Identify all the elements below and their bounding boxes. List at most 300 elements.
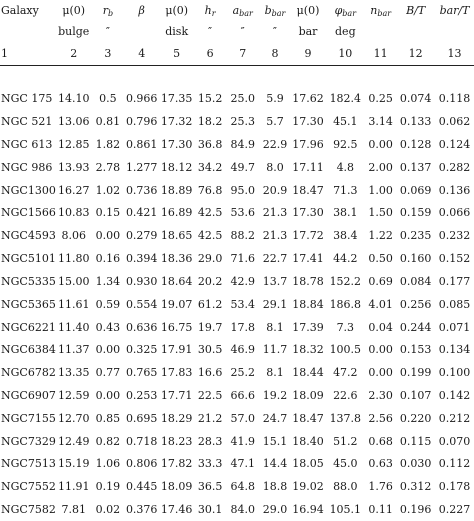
table-cell: 30.1 <box>197 503 223 517</box>
header-symbol-5 <box>159 0 194 22</box>
table-cell: 17.82 <box>160 457 193 471</box>
table-cell: 4.8 <box>336 160 355 174</box>
header-symbol-text: B/T <box>406 4 426 17</box>
table-cell: 92.5 <box>333 138 358 152</box>
table-cell: 15.19 <box>57 457 90 471</box>
table-cell: 18.84 <box>292 297 324 311</box>
table-cell: 8.0 <box>266 160 284 174</box>
table-cell: 22.5 <box>197 388 223 402</box>
table-cell: 0.220 <box>399 411 432 425</box>
table-cell: 64.8 <box>230 480 255 494</box>
table-cell: 17.35 <box>160 92 193 106</box>
table-cell: 7.81 <box>61 503 86 517</box>
table-cell: 0.133 <box>399 115 432 129</box>
table-cell: 38.4 <box>333 229 358 243</box>
galaxy-name-cell: NGC7155 <box>1 411 56 425</box>
header-column-number-10: 10 <box>338 46 353 60</box>
table-cell: 36.8 <box>197 138 223 152</box>
table-cell: 0.070 <box>438 434 471 448</box>
table-cell: 30.5 <box>197 343 223 357</box>
table-cell: 5.7 <box>266 115 284 129</box>
table-cell: 0.00 <box>95 388 121 402</box>
galaxy-name-cell: NGC6907 <box>1 388 56 402</box>
table-cell: 0.124 <box>438 138 471 152</box>
table-cell: 12.59 <box>57 388 90 402</box>
table-cell: 29.0 <box>262 503 288 517</box>
header-symbol-text: bar/T <box>439 4 470 17</box>
table-cell: 0.153 <box>399 343 432 357</box>
table-cell: 4.01 <box>368 297 393 311</box>
table-cell: 18.47 <box>292 411 324 425</box>
header-symbol-13 <box>435 0 474 22</box>
header-symbol-8 <box>259 0 290 22</box>
header-symbol-subscript: r <box>211 9 216 18</box>
header-symbol-text: μ(0) <box>165 4 189 17</box>
table-cell: 11.80 <box>57 252 90 266</box>
galaxy-name-cell: NGC5365 <box>1 297 56 311</box>
table-row <box>0 111 474 134</box>
table-cell: 38.1 <box>333 206 358 220</box>
header-symbol-text: φ <box>334 4 343 17</box>
table-cell: 18.64 <box>160 274 193 288</box>
galaxy-name-cell: NGC 613 <box>1 138 53 152</box>
table-cell: 186.8 <box>329 297 362 311</box>
table-cell: 0.00 <box>95 343 121 357</box>
table-cell: 2.00 <box>368 160 393 174</box>
table-cell: 15.1 <box>262 434 288 448</box>
table-cell: 0.256 <box>399 297 432 311</box>
table-cell: 0.43 <box>95 320 121 334</box>
table-cell: 0.253 <box>125 388 158 402</box>
table-cell: 47.2 <box>333 366 358 380</box>
table-cell: 100.5 <box>329 343 362 357</box>
table-cell: 11.7 <box>262 343 288 357</box>
header-column-number-13: 13 <box>447 46 462 60</box>
table-cell: 44.2 <box>333 252 358 266</box>
galaxy-name-cell: NGC7552 <box>1 480 56 494</box>
table-cell: 25.3 <box>230 115 255 129</box>
table-cell: 0.062 <box>438 115 471 129</box>
header-column-number-row <box>0 42 474 66</box>
table-cell: 0.312 <box>399 480 432 494</box>
header-symbol-text: Galaxy <box>1 4 39 17</box>
header-unit-4 <box>124 22 159 42</box>
galaxy-name-cell: NGC6221 <box>1 320 56 334</box>
table-cell: 18.36 <box>160 252 193 266</box>
table-cell: 17.62 <box>292 92 324 106</box>
table-cell: 0.325 <box>125 343 158 357</box>
header-symbol-7 <box>226 0 259 22</box>
table-cell: 1.76 <box>368 480 393 494</box>
table-cell: 18.09 <box>160 480 193 494</box>
table-cell: 18.2 <box>197 115 223 129</box>
header-symbol-10 <box>326 0 366 22</box>
table-cell: 0.030 <box>399 457 432 471</box>
table-cell: 18.40 <box>292 434 324 448</box>
table-cell: 0.02 <box>95 503 121 517</box>
table-cell: 0.394 <box>125 252 158 266</box>
table-cell: 0.421 <box>125 206 158 220</box>
table-cell: 0.68 <box>368 434 393 448</box>
galaxy-name-cell: NGC7329 <box>1 434 56 448</box>
table-cell: 71.6 <box>230 252 255 266</box>
table-cell: 17.30 <box>160 138 193 152</box>
header-symbol-text: r <box>102 4 108 17</box>
table-cell: 53.6 <box>230 206 255 220</box>
header-symbol-11 <box>365 0 396 22</box>
table-cell: 8.1 <box>266 320 284 334</box>
table-cell: 33.3 <box>197 457 223 471</box>
table-cell: 16.94 <box>292 503 324 517</box>
table-cell: 88.0 <box>333 480 358 494</box>
table-row <box>0 156 474 179</box>
header-symbol-2 <box>56 0 92 22</box>
table-cell: 0.04 <box>368 320 393 334</box>
table-cell: 0.137 <box>399 160 432 174</box>
header-symbol-text: β <box>138 4 145 17</box>
table-cell: 13.06 <box>57 115 90 129</box>
table-row <box>0 271 474 294</box>
table-cell: 0.50 <box>368 252 393 266</box>
header-symbol-row <box>0 0 474 22</box>
table-cell: 18.65 <box>160 229 193 243</box>
table-cell: 16.89 <box>160 206 193 220</box>
table-cell: 61.2 <box>197 297 223 311</box>
header-unit-row <box>0 22 474 42</box>
table-cell: 34.2 <box>197 160 223 174</box>
table-cell: 19.7 <box>197 320 223 334</box>
table-cell: 0.235 <box>399 229 432 243</box>
header-column-number-9: 9 <box>304 46 312 60</box>
table-cell: 18.23 <box>160 434 193 448</box>
table-cell: 182.4 <box>329 92 362 106</box>
header-unit-1 <box>0 22 56 42</box>
table-cell: 21.3 <box>262 229 288 243</box>
galaxy-name-cell: NGC 521 <box>1 115 53 129</box>
table-cell: 0.160 <box>399 252 432 266</box>
table-cell: 41.9 <box>230 434 255 448</box>
table-cell: 13.93 <box>57 160 90 174</box>
table-cell: 0.159 <box>399 206 432 220</box>
table-row <box>0 248 474 271</box>
table-cell: 17.30 <box>292 206 324 220</box>
table-cell: 29.1 <box>262 297 288 311</box>
header-symbol-text: b <box>264 4 272 17</box>
table-row <box>0 476 474 499</box>
table-cell: 16.6 <box>197 366 223 380</box>
table-cell: 22.6 <box>333 388 358 402</box>
table-cell: 1.50 <box>368 206 393 220</box>
table-cell: 66.6 <box>230 388 255 402</box>
galaxy-name-cell: NGC7582 <box>1 503 56 517</box>
table-row <box>0 293 474 316</box>
table-cell: 29.0 <box>197 252 223 266</box>
table-cell: 12.70 <box>57 411 90 425</box>
table-row <box>0 339 474 362</box>
table-cell: 0.069 <box>399 183 432 197</box>
table-cell: 0.69 <box>368 274 393 288</box>
table-cell: 25.2 <box>230 366 255 380</box>
table-cell: 0.554 <box>125 297 158 311</box>
table-cell: 25.0 <box>230 92 255 106</box>
table-cell: 21.2 <box>197 411 223 425</box>
table-cell: 18.89 <box>160 183 193 197</box>
table-cell: 0.736 <box>125 183 158 197</box>
table-cell: 17.46 <box>160 503 193 517</box>
table-cell: 13.7 <box>262 274 288 288</box>
table-cell: 84.9 <box>230 138 255 152</box>
table-cell: 17.96 <box>292 138 324 152</box>
table-row <box>0 225 474 248</box>
table-cell: 12.49 <box>57 434 90 448</box>
header-symbol-subscript: b <box>107 9 114 18</box>
table-cell: 1.277 <box>125 160 158 174</box>
table-cell: 0.282 <box>438 160 471 174</box>
table-cell: 2.78 <box>95 160 121 174</box>
table-cell: 0.085 <box>438 297 471 311</box>
table-cell: 0.066 <box>438 206 471 220</box>
header-symbol-subscript: bar <box>377 9 392 18</box>
table-cell: 1.00 <box>368 183 393 197</box>
table-cell: 8.1 <box>266 366 284 380</box>
table-cell: 12.85 <box>57 138 90 152</box>
table-cell: 51.2 <box>333 434 358 448</box>
header-symbol-text: μ(0) <box>62 4 86 17</box>
table-cell: 11.40 <box>57 320 90 334</box>
table-cell: 137.8 <box>329 411 362 425</box>
table-cell: 19.2 <box>262 388 288 402</box>
galaxy-name-cell: NGC7513 <box>1 457 56 471</box>
table-cell: 0.15 <box>95 206 121 220</box>
table-cell: 21.3 <box>262 206 288 220</box>
table-row <box>0 134 474 157</box>
header-symbol-subscript: bar <box>239 9 253 18</box>
table-cell: 0.199 <box>399 366 432 380</box>
table-cell: 3.14 <box>368 115 393 129</box>
table-cell: 17.91 <box>160 343 193 357</box>
table-cell: 0.966 <box>125 92 158 106</box>
table-cell: 0.084 <box>399 274 432 288</box>
table-cell: 2.56 <box>368 411 393 425</box>
table-cell: 14.4 <box>262 457 288 471</box>
header-symbol-subscript: bar <box>271 9 286 18</box>
table-cell: 20.2 <box>197 274 223 288</box>
table-row <box>0 362 474 385</box>
galaxy-name-cell: NGC6384 <box>1 343 56 357</box>
table-cell: 1.02 <box>95 183 121 197</box>
table-cell: 18.47 <box>292 183 324 197</box>
table-cell: 19.02 <box>292 480 324 494</box>
table-cell: 17.30 <box>292 115 324 129</box>
table-cell: 0.00 <box>95 229 121 243</box>
table-cell: 15.2 <box>197 92 223 106</box>
table-cell: 0.107 <box>399 388 432 402</box>
header-column-number-4: 4 <box>138 46 146 60</box>
header-column-number-3: 3 <box>104 46 112 60</box>
table-cell: 14.10 <box>57 92 90 106</box>
table-cell: 95.0 <box>230 183 255 197</box>
header-unit-2: bulge <box>58 25 90 38</box>
table-cell: 18.32 <box>292 343 324 357</box>
table-cell: 0.212 <box>438 411 471 425</box>
table-cell: 0.63 <box>368 457 393 471</box>
header-unit-8: ″ <box>272 25 278 38</box>
table-cell: 53.4 <box>230 297 255 311</box>
table-cell: 17.71 <box>160 388 193 402</box>
table-cell: 19.07 <box>160 297 193 311</box>
header-gap <box>0 66 474 88</box>
table-cell: 0.177 <box>438 274 471 288</box>
table-cell: 18.09 <box>292 388 324 402</box>
table-cell: 16.27 <box>57 183 90 197</box>
header-column-number-5: 5 <box>173 46 181 60</box>
table-cell: 2.30 <box>368 388 393 402</box>
table-cell: 0.152 <box>438 252 471 266</box>
table-cell: 46.9 <box>230 343 255 357</box>
table-cell: 15.00 <box>57 274 90 288</box>
table-cell: 88.2 <box>230 229 255 243</box>
table-cell: 0.00 <box>368 138 393 152</box>
galaxy-name-cell: NGC1300 <box>1 183 56 197</box>
table-cell: 0.806 <box>125 457 158 471</box>
table-cell: 0.5 <box>99 92 117 106</box>
header-unit-10: deg <box>335 25 356 38</box>
table-cell: 24.7 <box>262 411 288 425</box>
table-cell: 42.9 <box>230 274 255 288</box>
header-column-number-1: 1 <box>1 46 8 60</box>
header-unit-3: ″ <box>105 25 110 38</box>
table-cell: 13.35 <box>57 366 90 380</box>
table-row <box>0 499 474 521</box>
table-cell: 17.11 <box>292 160 324 174</box>
header-column-number-7: 7 <box>239 46 247 60</box>
table-cell: 0.85 <box>95 411 121 425</box>
table-cell: 47.1 <box>230 457 255 471</box>
table-cell: 0.115 <box>399 434 432 448</box>
table-cell: 1.06 <box>95 457 121 471</box>
table-cell: 42.5 <box>197 229 223 243</box>
table-cell: 0.128 <box>399 138 432 152</box>
header-unit-12 <box>396 22 435 42</box>
table-cell: 0.00 <box>368 366 393 380</box>
header-column-number-6: 6 <box>206 46 214 60</box>
table-cell: 45.0 <box>333 457 358 471</box>
table-cell: 0.82 <box>95 434 121 448</box>
table-cell: 8.06 <box>61 229 86 243</box>
galaxy-name-cell: NGC1566 <box>1 206 56 220</box>
table-cell: 22.9 <box>262 138 288 152</box>
table-cell: 18.12 <box>160 160 193 174</box>
table-cell: 0.00 <box>368 343 393 357</box>
header-column-number-2: 2 <box>70 46 78 60</box>
header-column-number-12: 12 <box>408 46 423 60</box>
table-cell: 16.75 <box>160 320 193 334</box>
table-cell: 11.61 <box>57 297 90 311</box>
table-cell: 45.1 <box>333 115 358 129</box>
table-cell: 0.232 <box>438 229 471 243</box>
header-unit-11 <box>365 22 396 42</box>
header-unit-13 <box>435 22 474 42</box>
header-unit-5: disk <box>165 25 189 38</box>
table-cell: 0.112 <box>438 457 471 471</box>
table-cell: 0.796 <box>125 115 158 129</box>
table-cell: 18.8 <box>262 480 288 494</box>
table-cell: 18.05 <box>292 457 324 471</box>
table-cell: 152.2 <box>329 274 362 288</box>
table-cell: 0.19 <box>95 480 121 494</box>
galaxy-name-cell: NGC 986 <box>1 160 53 174</box>
galaxy-name-cell: NGC5335 <box>1 274 56 288</box>
header-symbol-3 <box>92 0 125 22</box>
table-cell: 11.91 <box>57 480 90 494</box>
table-cell: 105.1 <box>329 503 362 517</box>
header-symbol-9 <box>291 0 326 22</box>
table-cell: 20.9 <box>262 183 288 197</box>
galaxy-name-cell: NGC5101 <box>1 252 56 266</box>
table-cell: 0.695 <box>125 411 158 425</box>
table-cell: 0.636 <box>125 320 158 334</box>
header-symbol-text: a <box>232 4 240 17</box>
table-cell: 18.29 <box>160 411 193 425</box>
table-cell: 0.100 <box>438 366 471 380</box>
table-cell: 11.37 <box>57 343 90 357</box>
table-row <box>0 179 474 202</box>
table-cell: 18.44 <box>292 366 324 380</box>
table-cell: 0.071 <box>438 320 471 334</box>
table-cell: 5.9 <box>266 92 284 106</box>
header-unit-9: bar <box>298 25 318 38</box>
table-cell: 22.7 <box>262 252 288 266</box>
table-row <box>0 385 474 408</box>
table-cell: 0.77 <box>95 366 121 380</box>
table-cell: 0.196 <box>399 503 432 517</box>
table-row <box>0 202 474 225</box>
table-cell: 0.765 <box>125 366 158 380</box>
table-cell: 0.142 <box>438 388 471 402</box>
header-symbol-4 <box>124 0 159 22</box>
table-cell: 0.59 <box>95 297 121 311</box>
header-symbol-12 <box>396 0 435 22</box>
table-row <box>0 430 474 453</box>
table-row <box>0 453 474 476</box>
header-symbol-text: μ(0) <box>296 4 320 17</box>
header-symbol-subscript: bar <box>342 9 357 18</box>
table-cell: 17.41 <box>292 252 324 266</box>
table-cell: 0.118 <box>438 92 471 106</box>
table-cell: 7.3 <box>336 320 355 334</box>
table-cell: 1.82 <box>95 138 121 152</box>
table-cell: 36.5 <box>197 480 223 494</box>
table-cell: 0.134 <box>438 343 471 357</box>
table-cell: 17.39 <box>292 320 324 334</box>
table-cell: 71.3 <box>333 183 358 197</box>
table-cell: 0.16 <box>95 252 121 266</box>
table-cell: 76.8 <box>197 183 223 197</box>
table-cell: 0.11 <box>368 503 393 517</box>
table-cell: 0.445 <box>125 480 158 494</box>
table-cell: 0.279 <box>125 229 158 243</box>
table-cell: 17.72 <box>292 229 324 243</box>
table-cell: 0.718 <box>125 434 158 448</box>
header-symbol-1 <box>0 0 56 22</box>
header-unit-7: ″ <box>240 25 245 38</box>
table-cell: 0.861 <box>125 138 158 152</box>
table-cell: 0.227 <box>438 503 471 517</box>
galaxy-name-cell: NGC 175 <box>1 92 53 106</box>
table-cell: 0.25 <box>368 92 393 106</box>
table-cell: 0.376 <box>125 503 158 517</box>
table-row <box>0 316 474 339</box>
